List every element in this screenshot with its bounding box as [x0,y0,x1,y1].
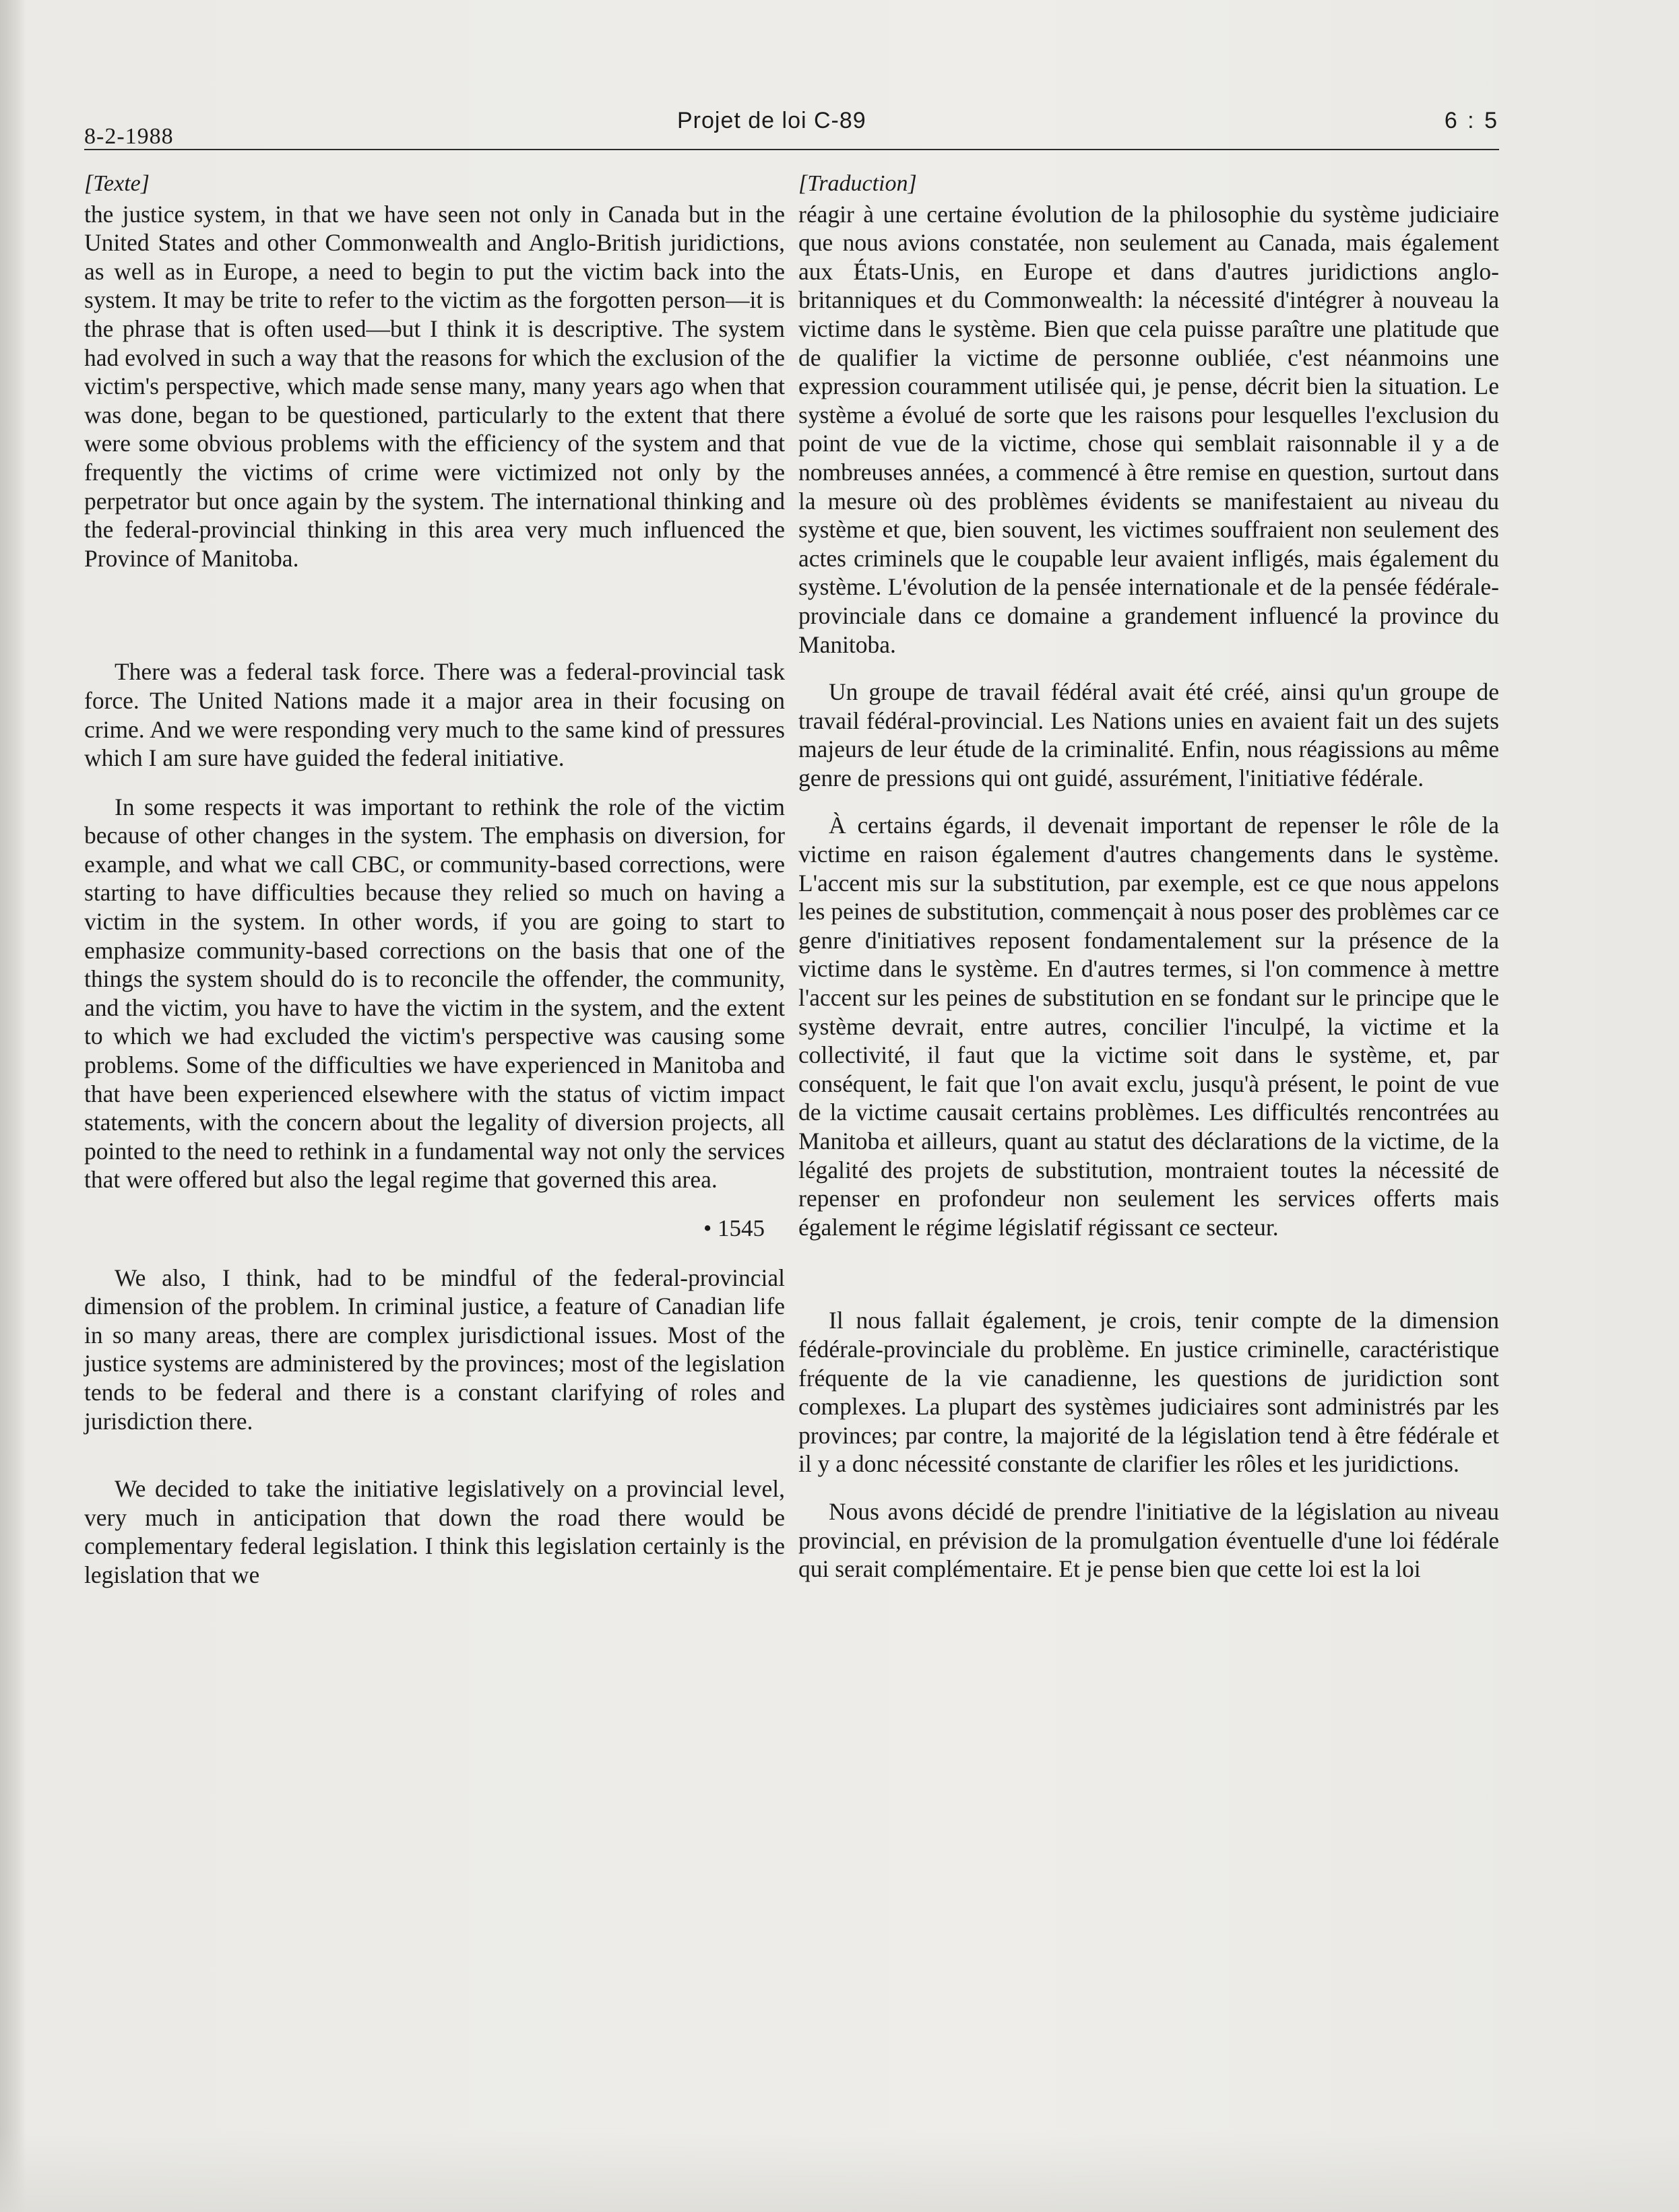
english-paragraph-4: We also, I think, had to be mindful of the federal-provincial dimension of the problem. In criminal justice, a feature of Canadian life in so many areas, there are complex jurisdictional issues. Most of the justice systems are administered by the provinces; most of the legislation tends to be federal and there is a constant clarifying of roles and jurisdiction there. [84,1264,785,1435]
paragraph-gap [798,659,1499,678]
column-label-texte: [Texte] [84,171,150,196]
french-paragraph-3: À certains égards, il devenait important de repenser le rôle de la victime en raison également d'autres changements dans le système. L'accent mis sur la substitution, par exemple, est ce que nous appelons les peines de substitution, commençait à nous poser des problèmes car ce genre d'initiatives reposent fondamentalement sur la présence de la victime dans le système. En d'autres termes, si l'on commence à mettre l'accent sur les peines de substitution en se fondant sur le principe que le système devrait, entre autres, concilier l'inculpé, la victime et la collectivité, il faut que la victime soit dans le système, et, par conséquent, le fait que l'on avait exclu, jusqu'à présent, le point de vue de la victime causait certains problèmes. Les difficultés rencontrées au Manitoba et ailleurs, quant au statut des déclarations de la victime, de la légalité des projets de substitution, montraient toutes la nécessité de repenser en profondeur non seulement les services offerts mais également le régime législatif régissant ce secteur. [798,812,1499,1241]
french-paragraph-1: réagir à une certaine évolution de la philosophie du système judiciaire que nous avions constatée, non seulement au Canada, mais également aux États-Unis, en Europe et dans d'autres juridictions anglo-britanniques et du Commonwealth: la nécessité d'intégrer à nouveau la victime dans le système. Bien que cela puisse paraître une platitude que de qualifier la victime de personne oubliée, c'est néanmoins une expression couramment utilisée qui, je pense, décrit bien la situation. Le système a évolué de sorte que les raisons pour lesquelles l'exclusion du point de vue de la victime, chose qui semblait raisonnable il y a de nombreuses années, a commencé à être remise en question, surtout dans la mesure où des problèmes évidents se manifestaient au niveau du système et que, bien souvent, les victimes souffraient non seulement des actes criminels que le coupable leur avaient infligés, mais également du système. L'évolution de la pensée internationale et de la pensée fédérale-provinciale dans ce domaine a grandement influencé la province du Manitoba. [798,200,1499,658]
header-page-number: 6 : 5 [1444,108,1499,133]
paragraph-gap [84,773,785,793]
paragraph-gap [798,1241,1499,1306]
paragraph-gap [84,1194,785,1214]
paragraph-gap [84,573,785,657]
paragraph-gap [84,1435,785,1474]
french-paragraph-4: Il nous fallait également, je crois, tenir compte de la dimension fédérale-provinciale du problème. En justice criminelle, caractéristique fréquente de la vie canadienne, les questions de juridiction sont complexes. La plupart des systèmes judiciaires sont administrés par les provinces; par contre, la majorité de la législation tend à être fédérale et il y a donc nécessité constante de clarifier les rôles et les juridictions. [798,1307,1499,1478]
header-date: 8-2-1988 [84,124,174,149]
page-bottom-shading [0,2131,1679,2212]
time-stamp: • 1545 [703,1215,765,1241]
french-paragraph-2: Un groupe de travail fédéral avait été créé, ainsi qu'un groupe de travail fédéral-provincial. Les Nations unies en avaient fait un des sujets majeurs de leur étude de la criminalité. Enfin, nous réagissions au même genre de pressions qui ont guidé, assurément, l'initiative fédérale. [798,678,1499,791]
page-edge-shadow [0,0,26,2212]
header-rule [84,149,1499,150]
english-paragraph-2: There was a federal task force. There was a federal-provincial task force. The United Nations made it a major area in their focusing on crime. And we were responding very much to the same kind of pressures which I am sure have guided the federal initiative. [84,658,785,772]
header-title: Projet de loi C-89 [677,108,866,133]
english-column [84,170,785,1590]
paragraph-gap [84,1243,785,1264]
paragraph-gap [798,1478,1499,1497]
english-paragraph-3: In some respects it was important to rethink the role of the victim because of other changes in the system. The emphasis on diversion, for example, and what we call CBC, or community-based corrections, were starting to have difficulties because they relied so much on having a victim in the system. In other words, if you are going to start to emphasize community-based corrections on the basis that one of the things the system should do is to reconcile the offender, the community, and the victim, you have to have the victim in the system, and the extent to which we had excluded the victim's perspective was causing some problems. Some of the difficulties we have experienced in Manitoba and that have been experienced elsewhere with the status of victim impact statements, with the concern about the legality of diversion projects, all pointed to the need to rethink in a fundamental way not only the services that were offered but also the legal regime that governed this area. [84,793,785,1194]
paragraph-gap [798,792,1499,811]
english-paragraph-5: We decided to take the initiative legislatively on a provincial level, very much in anticipation that down the road there would be complementary federal legislation. I think this legislation certainly is the legislation that we [84,1475,785,1588]
english-paragraph-1: the justice system, in that we have seen not only in Canada but in the United States and other Commonwealth and Anglo-British juridictions, as well as in Europe, a need to begin to put the victim back into the system. It may be trite to refer to the victim as the forgotten person—it is the phrase that is often used—but I think it is descriptive. The system had evolved in such a way that the reasons for which the exclusion of the victim's perspective, which made sense many, many years ago when that was done, began to be questioned, particularly to the extent that there were some obvious problems with the efficiency of the system and that frequently the victims of crime were victimized not only by the perpetrator but once again by the system. The international thinking and the federal-provincial thinking in this area very much influenced the Province of Manitoba. [84,200,785,572]
page-header [84,108,1499,150]
french-column [798,170,1499,1584]
french-paragraph-5: Nous avons décidé de prendre l'initiative de la législation au niveau provincial, en prévision de la promulgation éventuelle d'une loi fédérale qui serait complémentaire. Et je pense bien que cette loi est la loi [798,1497,1499,1583]
column-label-traduction: [Traduction] [798,171,917,196]
